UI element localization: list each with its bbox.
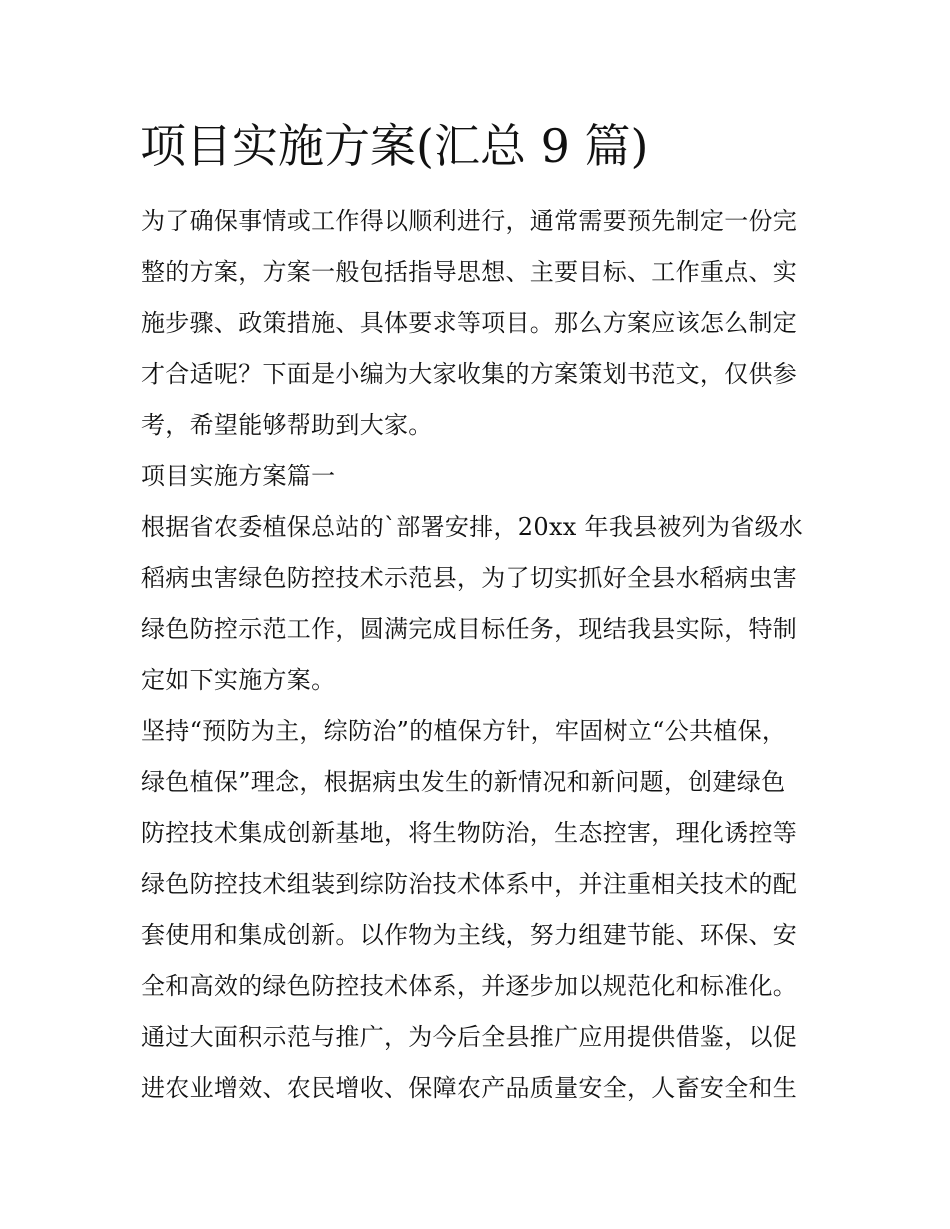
text-line: 施步骤、政策措施、具体要求等项目。那么方案应该怎么制定 bbox=[141, 309, 798, 337]
document-body bbox=[141, 196, 821, 1114]
text-line: 绿色植保”理念，根据病虫发生的新情况和新问题，创建绿色 bbox=[141, 768, 786, 796]
text-line: 定如下实施方案。 bbox=[141, 666, 336, 694]
document-title: 项目实施方案(汇总 9 篇) bbox=[140, 119, 649, 173]
text-line: 绿色防控示范工作，圆满完成目标任务，现结我县实际，特制 bbox=[141, 615, 798, 643]
text-line: 根据省农委植保总站的`部署安排，20xx 年我县被列为省级水 bbox=[141, 513, 804, 541]
text-line: 才合适呢？下面是小编为大家收集的方案策划书范文，仅供参 bbox=[141, 360, 798, 388]
text-line: 通过大面积示范与推广，为今后全县推广应用提供借鉴，以促 bbox=[141, 1023, 798, 1051]
section-heading: 项目实施方案篇一 bbox=[141, 462, 336, 490]
text-line: 套使用和集成创新。以作物为主线，努力组建节能、环保、安 bbox=[141, 921, 798, 949]
text-line: 绿色防控技术组装到综防治技术体系中，并注重相关技术的配 bbox=[141, 870, 798, 898]
text-line: 整的方案，方案一般包括指导思想、主要目标、工作重点、实 bbox=[141, 258, 798, 286]
text-line: 防控技术集成创新基地，将生物防治，生态控害，理化诱控等 bbox=[141, 819, 798, 847]
text-line: 进农业增效、农民增收、保障农产品质量安全，人畜安全和生 bbox=[141, 1074, 798, 1102]
text-line: 为了确保事情或工作得以顺利进行，通常需要预先制定一份完 bbox=[141, 207, 798, 235]
text-line: 全和高效的绿色防控技术体系，并逐步加以规范化和标准化。 bbox=[141, 972, 798, 1000]
text-line: 稻病虫害绿色防控技术示范县，为了切实抓好全县水稻病虫害 bbox=[141, 564, 798, 592]
text-line: 坚持“预防为主，综防治”的植保方针，牢固树立“公共植保， bbox=[141, 717, 787, 745]
text-line: 考，希望能够帮助到大家。 bbox=[141, 411, 433, 439]
